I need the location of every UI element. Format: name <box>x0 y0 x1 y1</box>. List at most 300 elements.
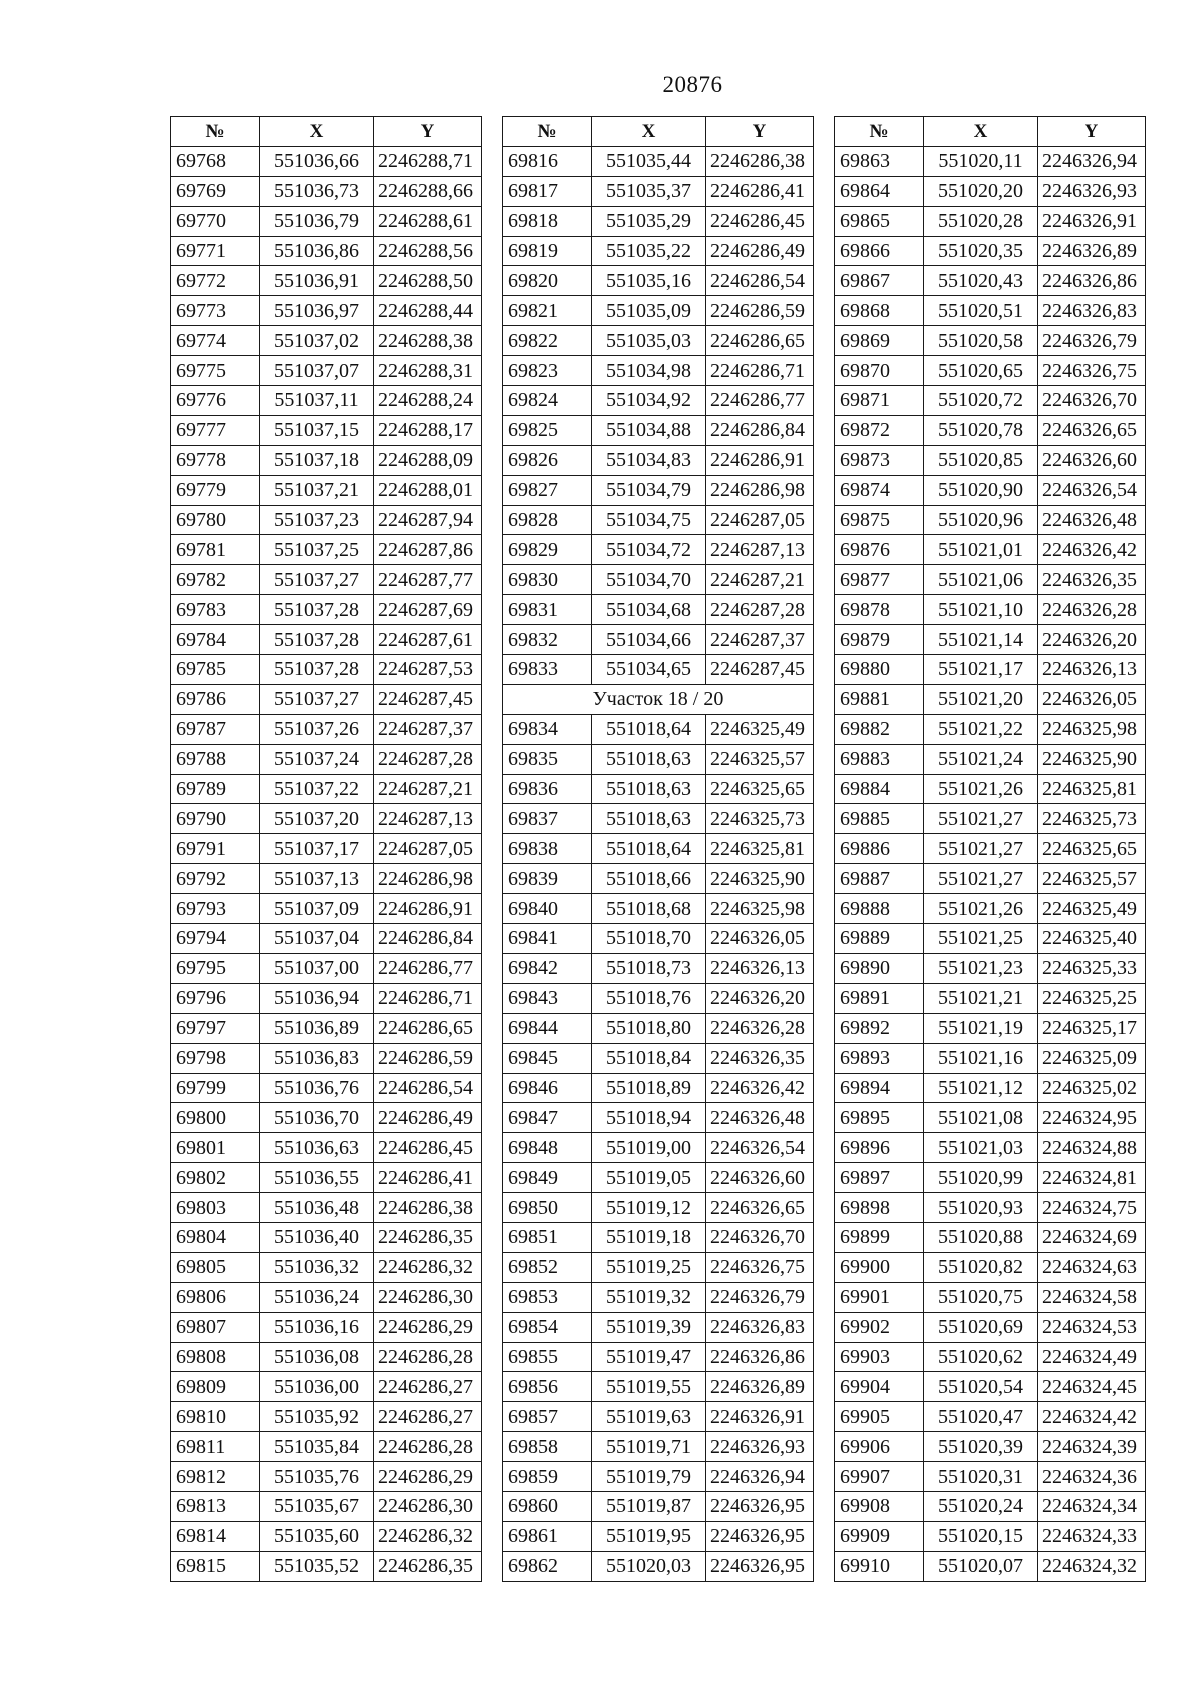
x-coordinate-cell: 551036,00 <box>260 1372 374 1402</box>
table-row <box>171 1521 482 1551</box>
table-row <box>171 236 482 266</box>
table-row <box>503 1163 814 1193</box>
table-row <box>835 774 1146 804</box>
y-coordinate-cell: 2246286,32 <box>374 1252 482 1282</box>
y-coordinate-cell: 2246326,89 <box>1038 236 1146 266</box>
table-row <box>835 386 1146 416</box>
x-coordinate-cell: 551034,68 <box>592 595 706 625</box>
point-number-cell: 69791 <box>171 834 260 864</box>
point-number-cell: 69849 <box>503 1163 592 1193</box>
x-coordinate-cell: 551019,39 <box>592 1312 706 1342</box>
table-row <box>171 1342 482 1372</box>
point-number-cell: 69805 <box>171 1252 260 1282</box>
x-coordinate-cell: 551037,28 <box>260 625 374 655</box>
point-number-cell: 69800 <box>171 1103 260 1133</box>
x-coordinate-cell: 551035,52 <box>260 1551 374 1581</box>
y-coordinate-cell: 2246288,09 <box>374 445 482 475</box>
header-number: № <box>835 117 924 147</box>
x-coordinate-cell: 551036,89 <box>260 1013 374 1043</box>
table-row <box>171 475 482 505</box>
x-coordinate-cell: 551037,17 <box>260 834 374 864</box>
point-number-cell: 69904 <box>835 1372 924 1402</box>
y-coordinate-cell: 2246287,37 <box>706 625 814 655</box>
table-row <box>503 356 814 386</box>
point-number-cell: 69866 <box>835 236 924 266</box>
table-row <box>503 1193 814 1223</box>
point-number-cell: 69857 <box>503 1402 592 1432</box>
point-number-cell: 69881 <box>835 684 924 714</box>
y-coordinate-cell: 2246288,01 <box>374 475 482 505</box>
x-coordinate-cell: 551037,07 <box>260 356 374 386</box>
table-header <box>835 117 1146 147</box>
table-row <box>835 206 1146 236</box>
y-coordinate-cell: 2246324,75 <box>1038 1193 1146 1223</box>
table-row <box>503 1402 814 1432</box>
y-coordinate-cell: 2246326,70 <box>706 1222 814 1252</box>
table-row <box>835 266 1146 296</box>
x-coordinate-cell: 551020,28 <box>924 206 1038 236</box>
point-number-cell: 69883 <box>835 744 924 774</box>
table-row <box>503 894 814 924</box>
table-row <box>503 1312 814 1342</box>
point-number-cell: 69821 <box>503 296 592 326</box>
point-number-cell: 69793 <box>171 894 260 924</box>
y-coordinate-cell: 2246286,38 <box>374 1193 482 1223</box>
x-coordinate-cell: 551020,99 <box>924 1163 1038 1193</box>
point-number-cell: 69888 <box>835 894 924 924</box>
y-coordinate-cell: 2246286,84 <box>374 924 482 954</box>
table-row <box>503 595 814 625</box>
x-coordinate-cell: 551021,10 <box>924 595 1038 625</box>
table-row <box>171 505 482 535</box>
table-row <box>171 1551 482 1581</box>
point-number-cell: 69837 <box>503 804 592 834</box>
coordinates-table-3 <box>834 116 1146 1582</box>
y-coordinate-cell: 2246326,13 <box>1038 655 1146 685</box>
table-row <box>835 236 1146 266</box>
table-row <box>835 176 1146 206</box>
y-coordinate-cell: 2246288,38 <box>374 326 482 356</box>
table-row <box>503 1133 814 1163</box>
y-coordinate-cell: 2246287,94 <box>374 505 482 535</box>
y-coordinate-cell: 2246324,32 <box>1038 1551 1146 1581</box>
table-row <box>503 1462 814 1492</box>
x-coordinate-cell: 551037,25 <box>260 535 374 565</box>
y-coordinate-cell: 2246325,81 <box>706 834 814 864</box>
point-number-cell: 69815 <box>171 1551 260 1581</box>
table-row <box>835 1312 1146 1342</box>
table-row <box>835 1462 1146 1492</box>
point-number-cell: 69818 <box>503 206 592 236</box>
y-coordinate-cell: 2246325,40 <box>1038 924 1146 954</box>
point-number-cell: 69905 <box>835 1402 924 1432</box>
table-row <box>835 475 1146 505</box>
y-coordinate-cell: 2246286,29 <box>374 1462 482 1492</box>
x-coordinate-cell: 551020,78 <box>924 415 1038 445</box>
x-coordinate-cell: 551037,21 <box>260 475 374 505</box>
table-row <box>835 1133 1146 1163</box>
x-coordinate-cell: 551035,03 <box>592 326 706 356</box>
x-coordinate-cell: 551018,80 <box>592 1013 706 1043</box>
y-coordinate-cell: 2246325,02 <box>1038 1073 1146 1103</box>
y-coordinate-cell: 2246286,77 <box>374 953 482 983</box>
y-coordinate-cell: 2246326,75 <box>706 1252 814 1282</box>
y-coordinate-cell: 2246325,90 <box>706 864 814 894</box>
y-coordinate-cell: 2246326,28 <box>706 1013 814 1043</box>
table-row <box>835 1193 1146 1223</box>
x-coordinate-cell: 551020,20 <box>924 176 1038 206</box>
table-row <box>835 655 1146 685</box>
x-coordinate-cell: 551021,06 <box>924 565 1038 595</box>
y-coordinate-cell: 2246326,95 <box>706 1491 814 1521</box>
point-number-cell: 69785 <box>171 655 260 685</box>
x-coordinate-cell: 551035,22 <box>592 236 706 266</box>
table-row <box>171 206 482 236</box>
point-number-cell: 69897 <box>835 1163 924 1193</box>
y-coordinate-cell: 2246325,09 <box>1038 1043 1146 1073</box>
point-number-cell: 69808 <box>171 1342 260 1372</box>
table-row <box>835 804 1146 834</box>
table-row <box>835 356 1146 386</box>
x-coordinate-cell: 551036,66 <box>260 146 374 176</box>
table-row <box>503 924 814 954</box>
x-coordinate-cell: 551021,26 <box>924 894 1038 924</box>
y-coordinate-cell: 2246324,95 <box>1038 1103 1146 1133</box>
point-number-cell: 69816 <box>503 146 592 176</box>
x-coordinate-cell: 551020,15 <box>924 1521 1038 1551</box>
x-coordinate-cell: 551020,85 <box>924 445 1038 475</box>
table-row <box>503 1282 814 1312</box>
x-coordinate-cell: 551034,83 <box>592 445 706 475</box>
x-coordinate-cell: 551018,64 <box>592 714 706 744</box>
point-number-cell: 69777 <box>171 415 260 445</box>
y-coordinate-cell: 2246325,65 <box>706 774 814 804</box>
point-number-cell: 69890 <box>835 953 924 983</box>
point-number-cell: 69885 <box>835 804 924 834</box>
table-row <box>503 1342 814 1372</box>
y-coordinate-cell: 2246286,38 <box>706 146 814 176</box>
point-number-cell: 69835 <box>503 744 592 774</box>
y-coordinate-cell: 2246326,20 <box>1038 625 1146 655</box>
point-number-cell: 69894 <box>835 1073 924 1103</box>
table-row <box>503 1521 814 1551</box>
y-coordinate-cell: 2246326,42 <box>1038 535 1146 565</box>
section-title: Участок 18 / 20 <box>503 684 814 714</box>
table-row <box>835 1073 1146 1103</box>
table-row <box>171 296 482 326</box>
x-coordinate-cell: 551036,63 <box>260 1133 374 1163</box>
x-coordinate-cell: 551036,08 <box>260 1342 374 1372</box>
x-coordinate-cell: 551036,16 <box>260 1312 374 1342</box>
table-row <box>171 535 482 565</box>
point-number-cell: 69884 <box>835 774 924 804</box>
y-coordinate-cell: 2246324,69 <box>1038 1222 1146 1252</box>
y-coordinate-cell: 2246286,71 <box>374 983 482 1013</box>
x-coordinate-cell: 551018,73 <box>592 953 706 983</box>
x-coordinate-cell: 551020,75 <box>924 1282 1038 1312</box>
y-coordinate-cell: 2246288,61 <box>374 206 482 236</box>
y-coordinate-cell: 2246286,59 <box>374 1043 482 1073</box>
x-coordinate-cell: 551036,76 <box>260 1073 374 1103</box>
x-coordinate-cell: 551020,39 <box>924 1432 1038 1462</box>
point-number-cell: 69840 <box>503 894 592 924</box>
y-coordinate-cell: 2246286,71 <box>706 356 814 386</box>
y-coordinate-cell: 2246286,30 <box>374 1491 482 1521</box>
table-row <box>835 1372 1146 1402</box>
point-number-cell: 69780 <box>171 505 260 535</box>
table-row <box>835 535 1146 565</box>
point-number-cell: 69853 <box>503 1282 592 1312</box>
table-row <box>171 356 482 386</box>
y-coordinate-cell: 2246325,98 <box>1038 714 1146 744</box>
y-coordinate-cell: 2246326,13 <box>706 953 814 983</box>
y-coordinate-cell: 2246326,83 <box>706 1312 814 1342</box>
x-coordinate-cell: 551037,26 <box>260 714 374 744</box>
point-number-cell: 69861 <box>503 1521 592 1551</box>
header-y: Y <box>1038 117 1146 147</box>
y-coordinate-cell: 2246286,54 <box>706 266 814 296</box>
y-coordinate-cell: 2246326,89 <box>706 1372 814 1402</box>
x-coordinate-cell: 551037,24 <box>260 744 374 774</box>
point-number-cell: 69910 <box>835 1551 924 1581</box>
y-coordinate-cell: 2246326,05 <box>1038 684 1146 714</box>
x-coordinate-cell: 551036,73 <box>260 176 374 206</box>
table-row <box>503 953 814 983</box>
point-number-cell: 69824 <box>503 386 592 416</box>
x-coordinate-cell: 551019,71 <box>592 1432 706 1462</box>
table-row <box>503 146 814 176</box>
point-number-cell: 69855 <box>503 1342 592 1372</box>
x-coordinate-cell: 551019,12 <box>592 1193 706 1223</box>
table-row <box>503 1222 814 1252</box>
point-number-cell: 69878 <box>835 595 924 625</box>
x-coordinate-cell: 551034,70 <box>592 565 706 595</box>
table-row <box>171 326 482 356</box>
point-number-cell: 69864 <box>835 176 924 206</box>
table-row <box>171 415 482 445</box>
y-coordinate-cell: 2246286,54 <box>374 1073 482 1103</box>
y-coordinate-cell: 2246287,77 <box>374 565 482 595</box>
y-coordinate-cell: 2246286,28 <box>374 1342 482 1372</box>
point-number-cell: 69895 <box>835 1103 924 1133</box>
point-number-cell: 69774 <box>171 326 260 356</box>
table-row <box>171 1491 482 1521</box>
table-row <box>171 445 482 475</box>
point-number-cell: 69832 <box>503 625 592 655</box>
x-coordinate-cell: 551037,13 <box>260 864 374 894</box>
table-row <box>835 565 1146 595</box>
table-row <box>171 953 482 983</box>
y-coordinate-cell: 2246286,65 <box>706 326 814 356</box>
x-coordinate-cell: 551037,04 <box>260 924 374 954</box>
table-row <box>171 744 482 774</box>
y-coordinate-cell: 2246326,48 <box>706 1103 814 1133</box>
table-row <box>835 505 1146 535</box>
point-number-cell: 69771 <box>171 236 260 266</box>
y-coordinate-cell: 2246288,71 <box>374 146 482 176</box>
x-coordinate-cell: 551021,26 <box>924 774 1038 804</box>
table-row <box>503 655 814 685</box>
table-row <box>171 1312 482 1342</box>
header-y: Y <box>374 117 482 147</box>
x-coordinate-cell: 551021,27 <box>924 834 1038 864</box>
table-row <box>503 864 814 894</box>
table-row <box>835 1342 1146 1372</box>
table-row <box>171 1043 482 1073</box>
x-coordinate-cell: 551037,28 <box>260 595 374 625</box>
table-row <box>171 176 482 206</box>
table-row <box>171 1133 482 1163</box>
y-coordinate-cell: 2246326,20 <box>706 983 814 1013</box>
point-number-cell: 69781 <box>171 535 260 565</box>
x-coordinate-cell: 551035,76 <box>260 1462 374 1492</box>
x-coordinate-cell: 551020,65 <box>924 356 1038 386</box>
table-row <box>835 1521 1146 1551</box>
x-coordinate-cell: 551018,89 <box>592 1073 706 1103</box>
table-row <box>835 1252 1146 1282</box>
point-number-cell: 69807 <box>171 1312 260 1342</box>
point-number-cell: 69783 <box>171 595 260 625</box>
y-coordinate-cell: 2246286,45 <box>706 206 814 236</box>
point-number-cell: 69794 <box>171 924 260 954</box>
point-number-cell: 69784 <box>171 625 260 655</box>
x-coordinate-cell: 551018,63 <box>592 744 706 774</box>
x-coordinate-cell: 551035,84 <box>260 1432 374 1462</box>
y-coordinate-cell: 2246325,90 <box>1038 744 1146 774</box>
table-row <box>835 684 1146 714</box>
x-coordinate-cell: 551034,65 <box>592 655 706 685</box>
x-coordinate-cell: 551036,97 <box>260 296 374 326</box>
x-coordinate-cell: 551034,66 <box>592 625 706 655</box>
x-coordinate-cell: 551021,23 <box>924 953 1038 983</box>
point-number-cell: 69844 <box>503 1013 592 1043</box>
x-coordinate-cell: 551021,27 <box>924 864 1038 894</box>
x-coordinate-cell: 551019,55 <box>592 1372 706 1402</box>
y-coordinate-cell: 2246324,58 <box>1038 1282 1146 1312</box>
x-coordinate-cell: 551021,27 <box>924 804 1038 834</box>
x-coordinate-cell: 551037,15 <box>260 415 374 445</box>
x-coordinate-cell: 551020,43 <box>924 266 1038 296</box>
x-coordinate-cell: 551036,86 <box>260 236 374 266</box>
point-number-cell: 69893 <box>835 1043 924 1073</box>
point-number-cell: 69875 <box>835 505 924 535</box>
table-row <box>503 206 814 236</box>
x-coordinate-cell: 551035,29 <box>592 206 706 236</box>
point-number-cell: 69876 <box>835 535 924 565</box>
point-number-cell: 69887 <box>835 864 924 894</box>
y-coordinate-cell: 2246326,35 <box>1038 565 1146 595</box>
x-coordinate-cell: 551037,20 <box>260 804 374 834</box>
table-row <box>171 924 482 954</box>
x-coordinate-cell: 551018,94 <box>592 1103 706 1133</box>
table-row <box>835 326 1146 356</box>
x-coordinate-cell: 551020,82 <box>924 1252 1038 1282</box>
point-number-cell: 69787 <box>171 714 260 744</box>
table-row <box>503 1013 814 1043</box>
point-number-cell: 69859 <box>503 1462 592 1492</box>
y-coordinate-cell: 2246286,45 <box>374 1133 482 1163</box>
point-number-cell: 69811 <box>171 1432 260 1462</box>
y-coordinate-cell: 2246326,95 <box>706 1521 814 1551</box>
y-coordinate-cell: 2246324,39 <box>1038 1432 1146 1462</box>
table-row <box>171 1103 482 1133</box>
point-number-cell: 69868 <box>835 296 924 326</box>
point-number-cell: 69899 <box>835 1222 924 1252</box>
table-row <box>171 595 482 625</box>
point-number-cell: 69819 <box>503 236 592 266</box>
point-number-cell: 69858 <box>503 1432 592 1462</box>
point-number-cell: 69862 <box>503 1551 592 1581</box>
x-coordinate-cell: 551021,22 <box>924 714 1038 744</box>
y-coordinate-cell: 2246324,53 <box>1038 1312 1146 1342</box>
y-coordinate-cell: 2246325,65 <box>1038 834 1146 864</box>
y-coordinate-cell: 2246286,27 <box>374 1402 482 1432</box>
table-row <box>171 1252 482 1282</box>
table-row <box>171 565 482 595</box>
table-row <box>171 1193 482 1223</box>
point-number-cell: 69799 <box>171 1073 260 1103</box>
x-coordinate-cell: 551020,88 <box>924 1222 1038 1252</box>
x-coordinate-cell: 551021,24 <box>924 744 1038 774</box>
x-coordinate-cell: 551021,14 <box>924 625 1038 655</box>
point-number-cell: 69879 <box>835 625 924 655</box>
point-number-cell: 69908 <box>835 1491 924 1521</box>
point-number-cell: 69790 <box>171 804 260 834</box>
coordinates-table-1 <box>170 116 482 1582</box>
x-coordinate-cell: 551034,79 <box>592 475 706 505</box>
point-number-cell: 69812 <box>171 1462 260 1492</box>
y-coordinate-cell: 2246325,98 <box>706 894 814 924</box>
point-number-cell: 69845 <box>503 1043 592 1073</box>
table-row <box>835 445 1146 475</box>
x-coordinate-cell: 551021,01 <box>924 535 1038 565</box>
y-coordinate-cell: 2246325,25 <box>1038 983 1146 1013</box>
y-coordinate-cell: 2246325,57 <box>706 744 814 774</box>
y-coordinate-cell: 2246326,35 <box>706 1043 814 1073</box>
y-coordinate-cell: 2246326,28 <box>1038 595 1146 625</box>
table-row <box>835 1551 1146 1581</box>
table-row <box>835 1491 1146 1521</box>
table-row <box>503 744 814 774</box>
point-number-cell: 69880 <box>835 655 924 685</box>
point-number-cell: 69773 <box>171 296 260 326</box>
x-coordinate-cell: 551020,96 <box>924 505 1038 535</box>
y-coordinate-cell: 2246287,21 <box>706 565 814 595</box>
table-row <box>171 714 482 744</box>
y-coordinate-cell: 2246286,41 <box>374 1163 482 1193</box>
header-number: № <box>503 117 592 147</box>
point-number-cell: 69809 <box>171 1372 260 1402</box>
x-coordinate-cell: 551034,92 <box>592 386 706 416</box>
y-coordinate-cell: 2246326,75 <box>1038 356 1146 386</box>
table-row <box>503 415 814 445</box>
x-coordinate-cell: 551035,44 <box>592 146 706 176</box>
x-coordinate-cell: 551036,83 <box>260 1043 374 1073</box>
point-number-cell: 69874 <box>835 475 924 505</box>
x-coordinate-cell: 551019,18 <box>592 1222 706 1252</box>
table-row <box>835 924 1146 954</box>
table-row <box>503 505 814 535</box>
x-coordinate-cell: 551020,07 <box>924 1551 1038 1581</box>
x-coordinate-cell: 551021,25 <box>924 924 1038 954</box>
y-coordinate-cell: 2246288,17 <box>374 415 482 445</box>
point-number-cell: 69801 <box>171 1133 260 1163</box>
point-number-cell: 69891 <box>835 983 924 1013</box>
y-coordinate-cell: 2246326,42 <box>706 1073 814 1103</box>
point-number-cell: 69889 <box>835 924 924 954</box>
x-coordinate-cell: 551019,25 <box>592 1252 706 1282</box>
y-coordinate-cell: 2246287,69 <box>374 595 482 625</box>
